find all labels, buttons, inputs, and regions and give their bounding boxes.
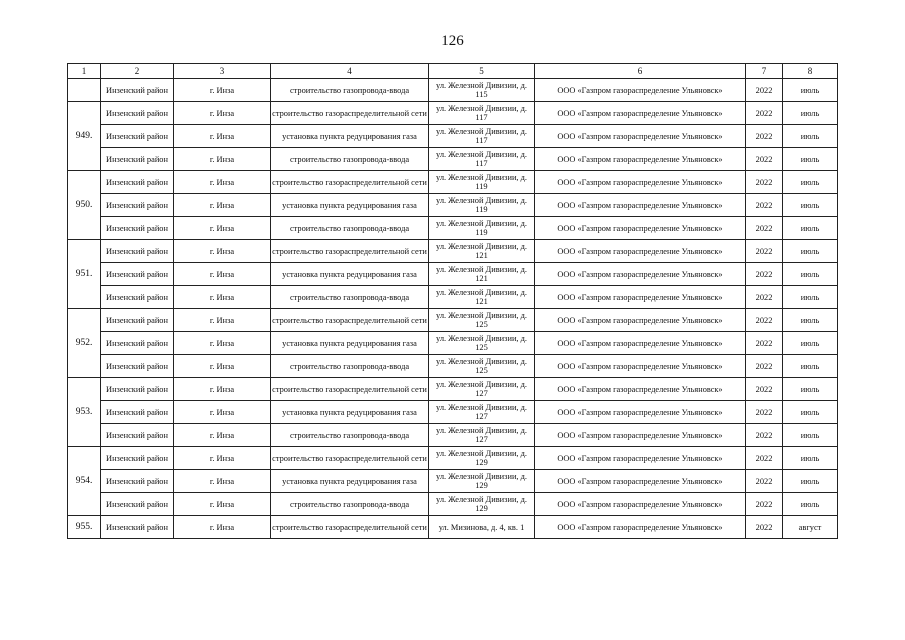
- organization-cell: ООО «Газпром газораспределение Ульяновск»: [535, 447, 746, 470]
- settlement-cell: г. Инза: [174, 309, 271, 332]
- settlement-cell: г. Инза: [174, 286, 271, 309]
- organization-cell: ООО «Газпром газораспределение Ульяновск»: [535, 240, 746, 263]
- work-type-cell: установка пункта редуцирования газа: [271, 194, 429, 217]
- district-cell: Инзенский район: [101, 125, 174, 148]
- register-table: [67, 63, 838, 539]
- district-cell: Инзенский район: [101, 332, 174, 355]
- table-row: [68, 332, 838, 355]
- settlement-cell: г. Инза: [174, 493, 271, 516]
- register-body: [68, 79, 838, 539]
- year-cell: 2022: [746, 332, 783, 355]
- table-row: [68, 309, 838, 332]
- work-type-cell: строительство газораспределительной сети: [271, 102, 429, 125]
- organization-cell: ООО «Газпром газораспределение Ульяновск»: [535, 286, 746, 309]
- table-row: [68, 240, 838, 263]
- settlement-cell: г. Инза: [174, 332, 271, 355]
- column-number: 5: [429, 64, 535, 79]
- month-cell: июль: [783, 424, 838, 447]
- year-cell: 2022: [746, 217, 783, 240]
- year-cell: 2022: [746, 125, 783, 148]
- address-cell: ул. Железной Дивизии, д. 125: [429, 332, 535, 355]
- settlement-cell: г. Инза: [174, 171, 271, 194]
- month-cell: июль: [783, 194, 838, 217]
- year-cell: 2022: [746, 516, 783, 539]
- item-number-cell: 953.: [68, 378, 101, 447]
- settlement-cell: г. Инза: [174, 102, 271, 125]
- table-row: [68, 79, 838, 102]
- table-row: [68, 148, 838, 171]
- month-cell: июль: [783, 240, 838, 263]
- address-cell: ул. Железной Дивизии, д. 119: [429, 194, 535, 217]
- organization-cell: ООО «Газпром газораспределение Ульяновск»: [535, 470, 746, 493]
- work-type-cell: строительство газопровода-ввода: [271, 148, 429, 171]
- address-cell: ул. Железной Дивизии, д. 117: [429, 125, 535, 148]
- item-number-cell: 951.: [68, 240, 101, 309]
- address-cell: ул. Железной Дивизии, д. 117: [429, 102, 535, 125]
- district-cell: Инзенский район: [101, 148, 174, 171]
- organization-cell: ООО «Газпром газораспределение Ульяновск»: [535, 378, 746, 401]
- settlement-cell: г. Инза: [174, 263, 271, 286]
- year-cell: 2022: [746, 102, 783, 125]
- settlement-cell: г. Инза: [174, 516, 271, 539]
- table-row: [68, 286, 838, 309]
- work-type-cell: строительство газораспределительной сети: [271, 447, 429, 470]
- settlement-cell: г. Инза: [174, 217, 271, 240]
- page-number: 126: [441, 33, 464, 49]
- work-type-cell: строительство газопровода-ввода: [271, 493, 429, 516]
- month-cell: июль: [783, 332, 838, 355]
- organization-cell: ООО «Газпром газораспределение Ульяновск»: [535, 516, 746, 539]
- table-row: [68, 194, 838, 217]
- month-cell: июль: [783, 148, 838, 171]
- organization-cell: ООО «Газпром газораспределение Ульяновск»: [535, 148, 746, 171]
- work-type-cell: установка пункта редуцирования газа: [271, 263, 429, 286]
- address-cell: ул. Мизинова, д. 4, кв. 1: [429, 516, 535, 539]
- organization-cell: ООО «Газпром газораспределение Ульяновск»: [535, 102, 746, 125]
- organization-cell: ООО «Газпром газораспределение Ульяновск»: [535, 424, 746, 447]
- work-type-cell: строительство газораспределительной сети: [271, 171, 429, 194]
- district-cell: Инзенский район: [101, 217, 174, 240]
- month-cell: июль: [783, 79, 838, 102]
- settlement-cell: г. Инза: [174, 470, 271, 493]
- item-number-cell: 954.: [68, 447, 101, 516]
- work-type-cell: строительство газопровода-ввода: [271, 424, 429, 447]
- settlement-cell: г. Инза: [174, 424, 271, 447]
- address-cell: ул. Железной Дивизии, д. 117: [429, 148, 535, 171]
- district-cell: Инзенский район: [101, 263, 174, 286]
- year-cell: 2022: [746, 286, 783, 309]
- month-cell: июль: [783, 286, 838, 309]
- month-cell: июль: [783, 263, 838, 286]
- table-row: [68, 102, 838, 125]
- settlement-cell: г. Инза: [174, 79, 271, 102]
- organization-cell: ООО «Газпром газораспределение Ульяновск»: [535, 194, 746, 217]
- address-cell: ул. Железной Дивизии, д. 127: [429, 378, 535, 401]
- work-type-cell: строительство газопровода-ввода: [271, 355, 429, 378]
- item-number-cell: [68, 79, 101, 102]
- month-cell: июль: [783, 355, 838, 378]
- year-cell: 2022: [746, 424, 783, 447]
- district-cell: Инзенский район: [101, 240, 174, 263]
- address-cell: ул. Железной Дивизии, д. 121: [429, 240, 535, 263]
- year-cell: 2022: [746, 355, 783, 378]
- address-cell: ул. Железной Дивизии, д. 119: [429, 217, 535, 240]
- address-cell: ул. Железной Дивизии, д. 127: [429, 401, 535, 424]
- work-type-cell: строительство газораспределительной сети: [271, 240, 429, 263]
- table-row: [68, 171, 838, 194]
- table-row: [68, 424, 838, 447]
- organization-cell: ООО «Газпром газораспределение Ульяновск»: [535, 332, 746, 355]
- work-type-cell: строительство газораспределительной сети: [271, 309, 429, 332]
- district-cell: Инзенский район: [101, 516, 174, 539]
- column-number: 4: [271, 64, 429, 79]
- organization-cell: ООО «Газпром газораспределение Ульяновск»: [535, 217, 746, 240]
- district-cell: Инзенский район: [101, 447, 174, 470]
- year-cell: 2022: [746, 240, 783, 263]
- year-cell: 2022: [746, 148, 783, 171]
- address-cell: ул. Железной Дивизии, д. 125: [429, 355, 535, 378]
- organization-cell: ООО «Газпром газораспределение Ульяновск»: [535, 171, 746, 194]
- settlement-cell: г. Инза: [174, 240, 271, 263]
- month-cell: июль: [783, 309, 838, 332]
- address-cell: ул. Железной Дивизии, д. 127: [429, 424, 535, 447]
- column-number: 8: [783, 64, 838, 79]
- district-cell: Инзенский район: [101, 309, 174, 332]
- organization-cell: ООО «Газпром газораспределение Ульяновск»: [535, 401, 746, 424]
- settlement-cell: г. Инза: [174, 447, 271, 470]
- district-cell: Инзенский район: [101, 355, 174, 378]
- organization-cell: ООО «Газпром газораспределение Ульяновск»: [535, 79, 746, 102]
- item-number-cell: 949.: [68, 102, 101, 171]
- table-row: [68, 378, 838, 401]
- district-cell: Инзенский район: [101, 424, 174, 447]
- district-cell: Инзенский район: [101, 378, 174, 401]
- work-type-cell: строительство газораспределительной сети: [271, 378, 429, 401]
- year-cell: 2022: [746, 79, 783, 102]
- month-cell: июль: [783, 217, 838, 240]
- settlement-cell: г. Инза: [174, 148, 271, 171]
- column-number: 2: [101, 64, 174, 79]
- table-row: [68, 125, 838, 148]
- year-cell: 2022: [746, 470, 783, 493]
- work-type-cell: установка пункта редуцирования газа: [271, 332, 429, 355]
- settlement-cell: г. Инза: [174, 401, 271, 424]
- month-cell: август: [783, 516, 838, 539]
- work-type-cell: установка пункта редуцирования газа: [271, 125, 429, 148]
- work-type-cell: установка пункта редуцирования газа: [271, 470, 429, 493]
- work-type-cell: строительство газораспределительной сети: [271, 516, 429, 539]
- year-cell: 2022: [746, 309, 783, 332]
- address-cell: ул. Железной Дивизии, д. 129: [429, 493, 535, 516]
- item-number-cell: 950.: [68, 171, 101, 240]
- table-row: [68, 263, 838, 286]
- district-cell: Инзенский район: [101, 493, 174, 516]
- work-type-cell: строительство газопровода-ввода: [271, 217, 429, 240]
- organization-cell: ООО «Газпром газораспределение Ульяновск»: [535, 309, 746, 332]
- year-cell: 2022: [746, 194, 783, 217]
- item-number-cell: 952.: [68, 309, 101, 378]
- address-cell: ул. Железной Дивизии, д. 125: [429, 309, 535, 332]
- district-cell: Инзенский район: [101, 171, 174, 194]
- address-cell: ул. Железной Дивизии, д. 115: [429, 79, 535, 102]
- year-cell: 2022: [746, 378, 783, 401]
- year-cell: 2022: [746, 401, 783, 424]
- month-cell: июль: [783, 102, 838, 125]
- settlement-cell: г. Инза: [174, 378, 271, 401]
- year-cell: 2022: [746, 493, 783, 516]
- organization-cell: ООО «Газпром газораспределение Ульяновск»: [535, 355, 746, 378]
- table-row: [68, 447, 838, 470]
- organization-cell: ООО «Газпром газораспределение Ульяновск»: [535, 493, 746, 516]
- settlement-cell: г. Инза: [174, 355, 271, 378]
- month-cell: июль: [783, 493, 838, 516]
- month-cell: июль: [783, 125, 838, 148]
- settlement-cell: г. Инза: [174, 194, 271, 217]
- district-cell: Инзенский район: [101, 286, 174, 309]
- address-cell: ул. Железной Дивизии, д. 119: [429, 171, 535, 194]
- address-cell: ул. Железной Дивизии, д. 121: [429, 263, 535, 286]
- work-type-cell: установка пункта редуцирования газа: [271, 401, 429, 424]
- district-cell: Инзенский район: [101, 194, 174, 217]
- column-number: 1: [68, 64, 101, 79]
- month-cell: июль: [783, 447, 838, 470]
- table-row: [68, 401, 838, 424]
- address-cell: ул. Железной Дивизии, д. 129: [429, 447, 535, 470]
- work-type-cell: строительство газопровода-ввода: [271, 79, 429, 102]
- year-cell: 2022: [746, 171, 783, 194]
- district-cell: Инзенский район: [101, 102, 174, 125]
- district-cell: Инзенский район: [101, 79, 174, 102]
- address-cell: ул. Железной Дивизии, д. 129: [429, 470, 535, 493]
- month-cell: июль: [783, 378, 838, 401]
- table-row: [68, 493, 838, 516]
- month-cell: июль: [783, 401, 838, 424]
- address-cell: ул. Железной Дивизии, д. 121: [429, 286, 535, 309]
- year-cell: 2022: [746, 263, 783, 286]
- work-type-cell: строительство газопровода-ввода: [271, 286, 429, 309]
- district-cell: Инзенский район: [101, 470, 174, 493]
- month-cell: июль: [783, 171, 838, 194]
- table-row: [68, 470, 838, 493]
- column-number: 6: [535, 64, 746, 79]
- table-row: [68, 217, 838, 240]
- settlement-cell: г. Инза: [174, 125, 271, 148]
- column-number: 3: [174, 64, 271, 79]
- item-number-cell: 955.: [68, 516, 101, 539]
- month-cell: июль: [783, 470, 838, 493]
- year-cell: 2022: [746, 447, 783, 470]
- table-row: [68, 355, 838, 378]
- table-row: [68, 516, 838, 539]
- organization-cell: ООО «Газпром газораспределение Ульяновск»: [535, 263, 746, 286]
- district-cell: Инзенский район: [101, 401, 174, 424]
- organization-cell: ООО «Газпром газораспределение Ульяновск»: [535, 125, 746, 148]
- column-number: 7: [746, 64, 783, 79]
- column-number-row: [68, 64, 838, 79]
